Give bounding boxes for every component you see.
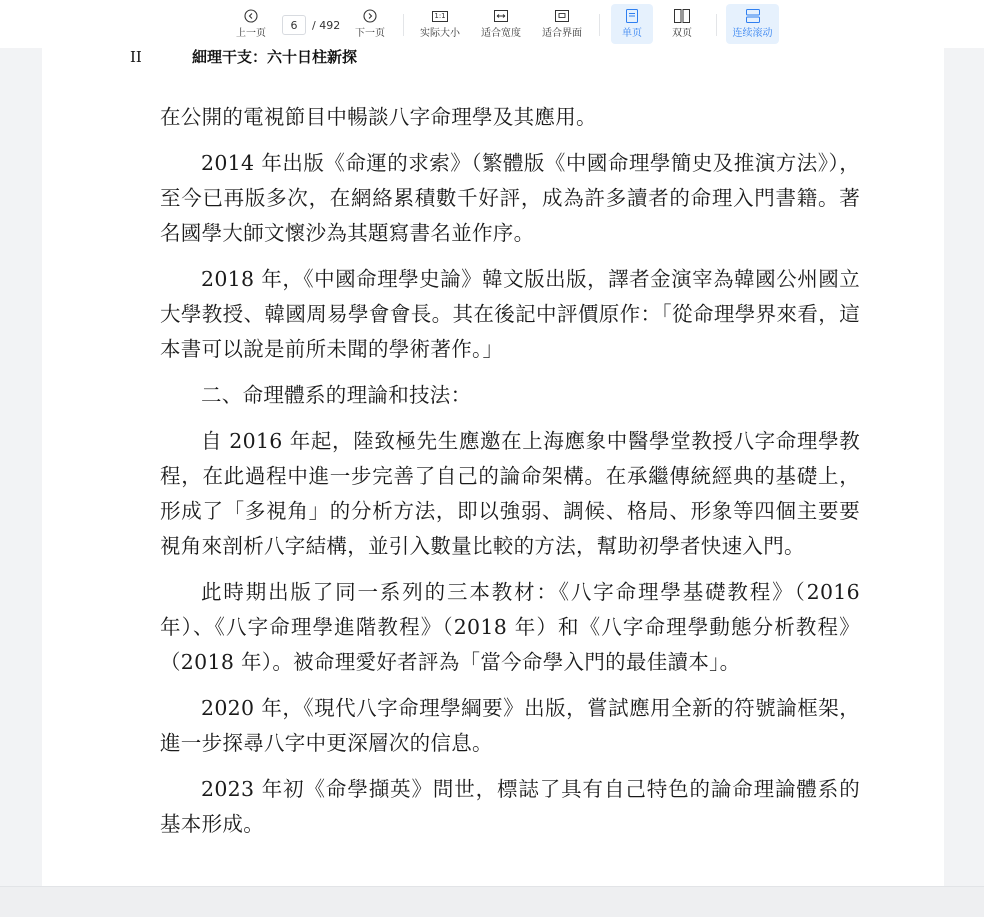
single-page-button[interactable]	[611, 4, 653, 44]
double-page-label: 双页	[672, 28, 692, 39]
running-head-title: 細理干支：六十日柱新探	[192, 48, 358, 66]
chevron-right-circle-icon	[363, 6, 377, 26]
bottom-bar	[0, 886, 984, 917]
section-heading: 二、命理體系的理論和技法：	[201, 383, 472, 407]
single-page-label: 单页	[622, 28, 642, 39]
paragraph: 在公開的電視節目中暢談八字命理學及其應用。	[160, 105, 597, 129]
toolbar	[0, 0, 984, 48]
actual-size-icon	[432, 6, 447, 26]
fit-page-icon	[555, 6, 569, 26]
paragraph: 2018 年，《中國命理學史論》韓文版出版，譯者金演宰為韓國公州國立大學教授、韓國周易學會會長。其在後記中評價原作：「從命理學界來看，這本書可以說是前所未聞的學術著作。」	[160, 267, 860, 361]
paragraph: 自 2016 年起，陸致極先生應邀在上海應象中醫學堂教授八字命理學教程，在此過程中進一步完善了自己的論命架構。在承繼傳統經典的基礎上，形成了「多視角」的分析方法，即以強弱、調候、格局、形象等四個主要要視角來剖析八字結構，並引入數量比較的方法，幫助初學者快速入門。	[160, 429, 860, 558]
paragraph: 此時期出版了同一系列的三本教材：《八字命理學基礎教程》（2016 年）、《八字命理學進階教程》（2018 年）和《八字命理學動態分析教程》（2018 年）。被命理愛好者評為「當今命學入門的最佳讀本」。	[160, 580, 860, 674]
page-indicator	[282, 14, 340, 36]
continuous-scroll-icon	[746, 6, 760, 26]
paragraph: 2020 年，《現代八字命理學綱要》出版，嘗試應用全新的符號論框架，進一步探尋八字中更深層次的信息。	[160, 696, 860, 755]
divider	[716, 14, 717, 36]
double-page-button[interactable]	[661, 4, 703, 44]
double-page-icon	[674, 6, 690, 26]
continuous-scroll-button[interactable]	[726, 4, 779, 44]
fit-width-icon	[494, 6, 508, 26]
fit-width-button[interactable]	[477, 4, 525, 44]
page-number-input[interactable]	[282, 15, 306, 35]
running-head-number: II	[130, 48, 142, 66]
paragraph: 2014 年出版《命運的求索》（繁體版《中國命理學簡史及推演方法》），至今已再版多次，在網絡累積數千好評，成為許多讀者的命理入門書籍。著名國學大師文懷沙為其題寫書名並作序。	[160, 151, 860, 245]
actual-size-glyph: 1:1	[434, 11, 446, 20]
chevron-left-circle-icon	[244, 6, 258, 26]
continuous-scroll-label: 连续滚动	[732, 28, 773, 39]
divider	[403, 14, 404, 36]
prev-page-button[interactable]	[232, 4, 270, 44]
next-page-label: 下一页	[355, 28, 385, 39]
total-pages: / 492	[312, 18, 341, 32]
divider	[599, 14, 600, 36]
actual-size-button[interactable]	[416, 4, 464, 44]
fit-page-button[interactable]	[538, 4, 586, 44]
next-page-button[interactable]	[351, 4, 389, 44]
prev-page-label: 上一页	[236, 28, 266, 39]
single-page-icon	[626, 6, 638, 26]
actual-size-label: 实际大小	[420, 28, 460, 39]
fit-width-label: 适合宽度	[481, 28, 521, 39]
fit-page-label: 适合界面	[542, 28, 582, 39]
running-head	[130, 48, 357, 66]
document-page	[42, 48, 944, 886]
paragraph: 2023 年初《命學擷英》問世，標誌了具有自己特色的論命理論體系的基本形成。	[160, 777, 860, 836]
document-body	[160, 100, 860, 853]
